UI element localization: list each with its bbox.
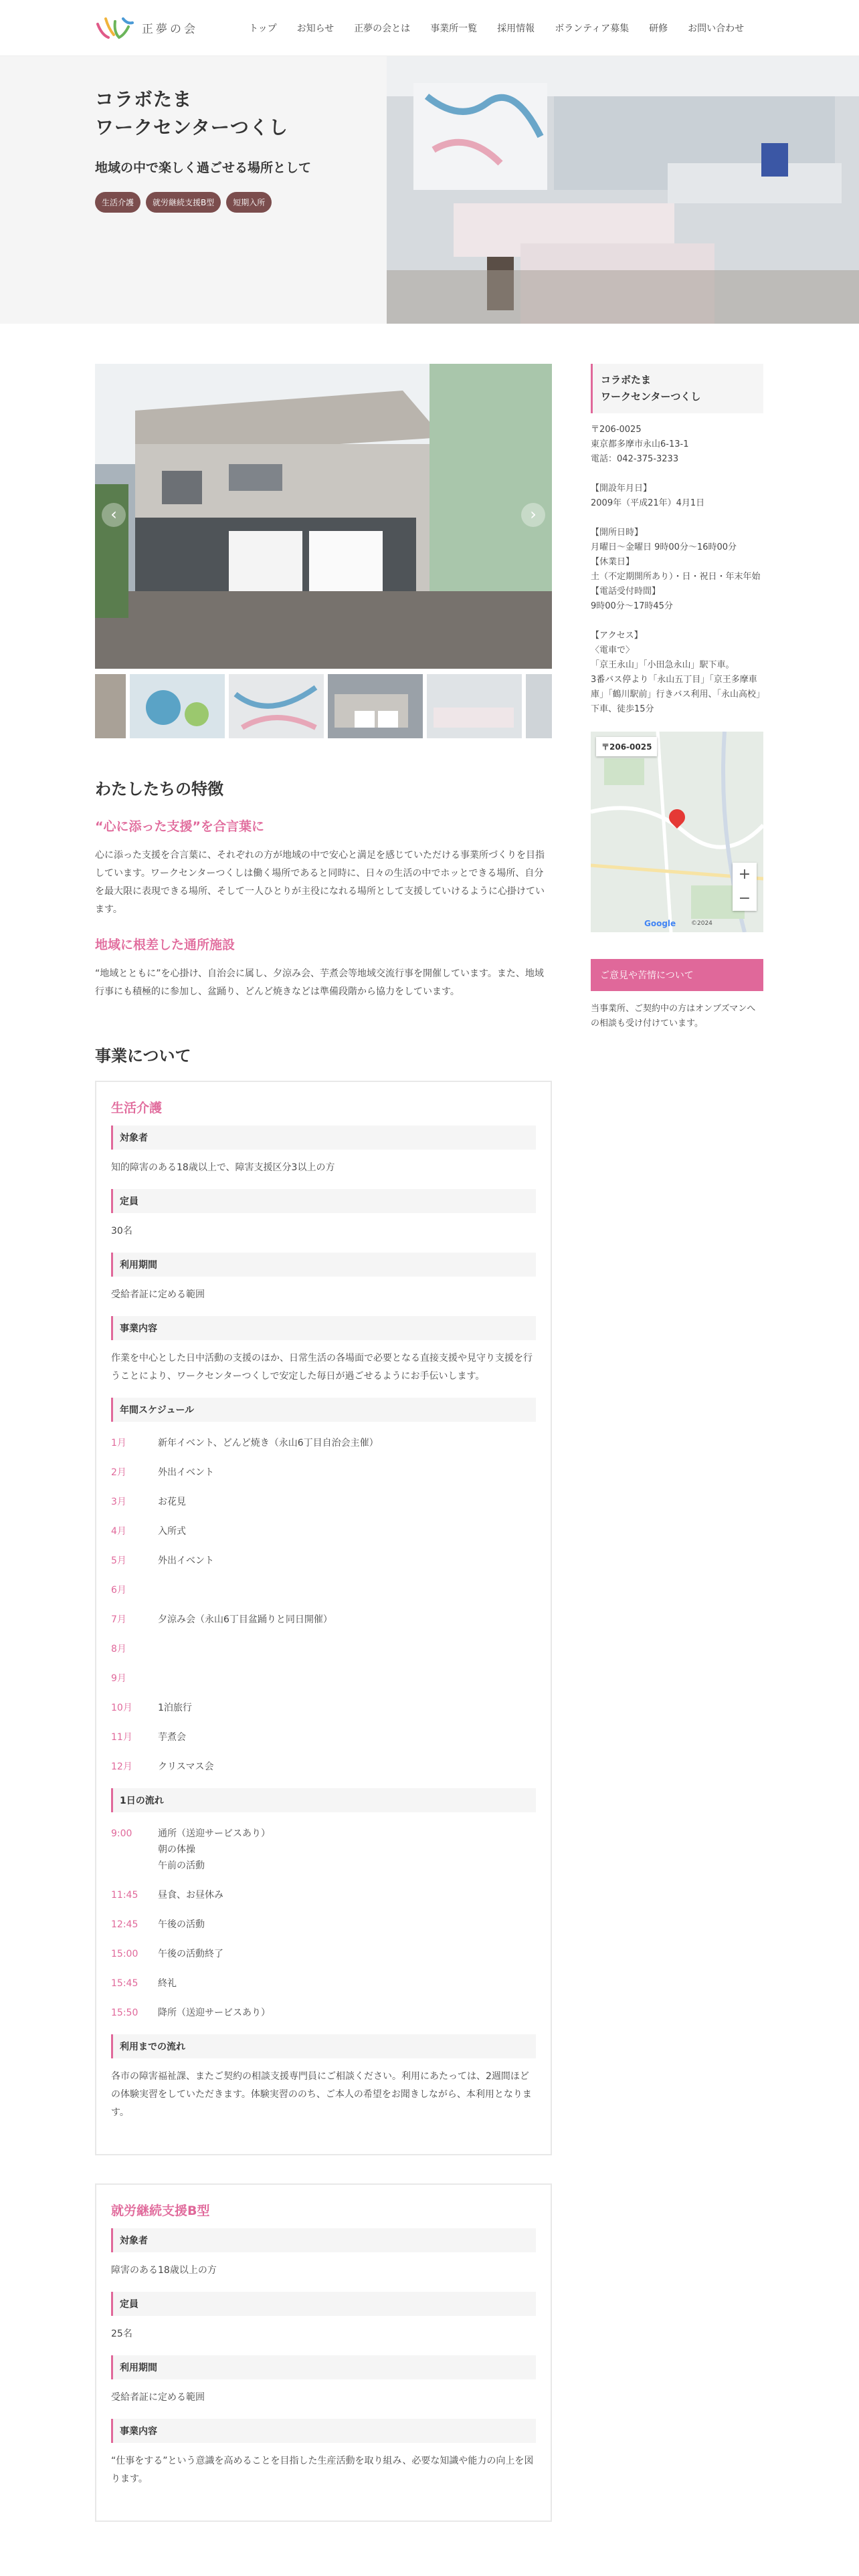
- time: 15:50: [111, 2008, 138, 2018]
- access-block: [591, 629, 763, 717]
- thumbnail[interactable]: [526, 674, 552, 738]
- daily-row: [111, 1910, 536, 1939]
- label-period: 利用期間: [111, 1253, 536, 1277]
- hero: [0, 56, 859, 324]
- thumbnail[interactable]: [328, 674, 423, 738]
- opened-block: [591, 481, 763, 511]
- nav-top[interactable]: トップ: [249, 23, 277, 34]
- map-zoom-controls: [733, 863, 757, 911]
- daily-row: [111, 1998, 536, 2028]
- map-label: 〒206-0025: [596, 737, 657, 756]
- time: 15:45: [111, 1978, 138, 1989]
- opinion-button[interactable]: ご意見や苦情について: [591, 959, 763, 991]
- value-period: 受給者証に定める範囲: [111, 2392, 205, 2403]
- label-target: 対象者: [111, 2228, 536, 2252]
- daily-row: [111, 1819, 536, 1881]
- month: 5月: [111, 1555, 126, 1566]
- schedule-row: [111, 1605, 536, 1634]
- event: 夕涼み会（永山6丁目盆踊りと同日開催）: [158, 1614, 332, 1625]
- value-target: 障害のある18歳以上の方: [111, 2265, 217, 2276]
- logo[interactable]: [94, 15, 221, 41]
- value-usage-flow: 各市の障害福祉課、またご契約の相談支援専門員にご相談ください。利用にあたっては、2週間ほどの体験実習をしていただきます。体験実習ののち、ご本人の希望をお聞きしながら、本利用となります。: [111, 2071, 532, 2118]
- nav-news[interactable]: お知らせ: [296, 23, 335, 34]
- phone[interactable]: 電話：042-375-3233: [591, 454, 679, 464]
- hours-block: [591, 526, 763, 614]
- value-content: 作業を中心とした日中活動の支援のほか、日常生活の各場面で必要となる直接支援や見守り支援を行うことにより、ワークセンターつくしで安定した毎日が過ごせるようにお手伝いします。: [111, 1353, 533, 1382]
- logo-text: 正夢の会: [142, 23, 198, 36]
- business-title: 事業について: [95, 1047, 191, 1065]
- value-capacity: 30名: [111, 1226, 132, 1237]
- business-box-seikatsu: [95, 1081, 552, 2155]
- daily-row: [111, 1969, 536, 1998]
- thumbnail[interactable]: [427, 674, 522, 738]
- activity: 午後の活動終了: [158, 1949, 223, 1959]
- schedule-row: [111, 1458, 536, 1487]
- hours-label: 【開所日時】: [591, 528, 644, 538]
- nav-volunteer[interactable]: ボランティア募集: [555, 23, 630, 34]
- nav-training[interactable]: 研修: [649, 23, 668, 34]
- month: 8月: [111, 1644, 126, 1654]
- hero-subtitle: 地域の中で楽しく過ごせる場所として: [95, 160, 312, 175]
- access-label: 【アクセス】: [591, 631, 643, 641]
- schedule-row: [111, 1752, 536, 1782]
- schedule-row: [111, 1723, 536, 1752]
- slider-thumbnails: [95, 674, 552, 738]
- service-tags: [95, 192, 387, 213]
- schedule-row: [111, 1487, 536, 1517]
- phone-hours-label: 【電話受付時間】: [591, 586, 661, 597]
- address-block: [591, 423, 763, 467]
- month: 2月: [111, 1467, 126, 1478]
- event: クリスマス会: [158, 1761, 214, 1772]
- month: 7月: [111, 1614, 126, 1625]
- business-box-shuro: [95, 2183, 552, 2522]
- label-capacity: 定員: [111, 2292, 536, 2316]
- daily-row: [111, 1881, 536, 1910]
- activity: 通所（送迎サービスあり） 朝の体操 午前の活動: [158, 1828, 270, 1871]
- closed-label: 【休業日】: [591, 557, 635, 567]
- activity: 降所（送迎サービスあり）: [158, 2008, 270, 2018]
- thumbnail[interactable]: [229, 674, 324, 738]
- schedule-row: [111, 1428, 536, 1458]
- activity: 午後の活動: [158, 1919, 205, 1930]
- label-target: 対象者: [111, 1125, 536, 1150]
- google-logo: Google: [644, 919, 676, 928]
- features-paragraph-2: “地域とともに”を心掛け、自治会に属し、夕涼み会、芋煮会等地域交流行事を開催しています。また、地域行事にも積極的に参加し、盆踊り、どんど焼きなどは準備段階から協力をしています。: [95, 968, 544, 997]
- tag-shuro: 就労継続支援B型: [146, 192, 221, 213]
- nav-recruit[interactable]: 採用情報: [497, 23, 535, 34]
- postal-code: 〒206-0025: [591, 425, 642, 435]
- month: 1月: [111, 1438, 126, 1448]
- main-nav: [249, 21, 744, 35]
- schedule-row: [111, 1664, 536, 1693]
- access-text: 〈電車で〉 「京王永山」「小田急永山」駅下車。 3番バス停より「永山五丁目」「京王多摩車庫」「鶴川駅前」行きバス利用、「永山高校」下車、徒歩15分: [591, 645, 761, 714]
- value-period: 受給者証に定める範囲: [111, 1289, 205, 1300]
- time: 15:00: [111, 1949, 138, 1959]
- address: 東京都多摩市永山6-13-1: [591, 439, 689, 449]
- schedule-row: [111, 1517, 536, 1546]
- label-content: 事業内容: [111, 1316, 536, 1340]
- month: 12月: [111, 1761, 132, 1772]
- event: 芋煮会: [158, 1732, 186, 1743]
- event: 外出イベント: [158, 1555, 214, 1566]
- main-area: [0, 364, 859, 2522]
- map[interactable]: [591, 732, 763, 932]
- month: 4月: [111, 1526, 126, 1537]
- tag-tanki: 短期入所: [226, 192, 272, 213]
- opened-label: 【開設年月日】: [591, 484, 652, 494]
- value-target: 知的障害のある18歳以上で、障害支援区分3以上の方: [111, 1162, 335, 1173]
- nav-offices[interactable]: 事業所一覧: [430, 23, 478, 34]
- logo-icon: [94, 15, 135, 41]
- schedule-row: [111, 1546, 536, 1576]
- features-heading-2: 地域に根差した通所施設: [95, 938, 235, 952]
- closed-days: 土（不定期開所あり）・日・祝日・年末年始: [591, 572, 761, 582]
- nav-contact[interactable]: お問い合わせ: [688, 23, 745, 34]
- event: お花見: [158, 1497, 186, 1507]
- zoom-in-button[interactable]: +: [738, 866, 751, 883]
- thumbnail[interactable]: [95, 674, 126, 738]
- features-heading-1: “心に添った支援”を合言葉に: [95, 819, 264, 834]
- thumbnail[interactable]: [130, 674, 225, 738]
- slider-next-button[interactable]: ›: [521, 503, 545, 527]
- photo-slider[interactable]: [95, 364, 552, 669]
- daily-row: [111, 1939, 536, 1969]
- opinion-text: 当事業所、ご契約中の方はオンブズマンへの相談も受け付けています。: [591, 1004, 756, 1029]
- value-capacity: 25名: [111, 2329, 132, 2339]
- schedule-row: [111, 1693, 536, 1723]
- event: 新年イベント、どんど焼き（永山6丁目自治会主催）: [158, 1438, 379, 1448]
- facility-info: [591, 423, 763, 717]
- activity: 昼食、お昼休み: [158, 1890, 223, 1901]
- features-paragraph-1: 心に添った支援を合言葉に、それぞれの方が地域の中で安心と満足を感じていただける事業所づくりを目指しています。ワークセンターつくしは働く場所であると同時に、日々の生活の中でホッとできる場所、自分を最大限に表現できる場所、そして一人ひとりが主役になれる場所として支援していけるように心掛けています。: [95, 850, 545, 915]
- features-title: わたしたちの特徴: [95, 780, 223, 798]
- main-content: [95, 364, 552, 2522]
- month: 9月: [111, 1673, 126, 1684]
- event: 外出イベント: [158, 1467, 214, 1478]
- schedule-row: [111, 1576, 536, 1605]
- time: 9:00: [111, 1828, 132, 1839]
- business-name: 就労継続支援B型: [111, 2204, 210, 2218]
- label-period: 利用期間: [111, 2355, 536, 2379]
- month: 10月: [111, 1703, 132, 1713]
- label-content: 事業内容: [111, 2419, 536, 2443]
- label-yearly-schedule: 年間スケジュール: [111, 1398, 536, 1422]
- label-capacity: 定員: [111, 1189, 536, 1213]
- yearly-schedule: [111, 1422, 536, 1788]
- sidebar-title: コラボたま ワークセンターつくし: [591, 364, 763, 413]
- activity: 終礼: [158, 1978, 177, 1989]
- hours: 月曜日〜金曜日 9時00分〜16時00分: [591, 542, 737, 552]
- daily-flow: [111, 1812, 536, 2034]
- month: 11月: [111, 1732, 132, 1743]
- hero-photo: [387, 56, 859, 324]
- value-content: “仕事をする”という意識を高めることを目指した生産活動を取り組み、必要な知識や能力の向上を図ります。: [111, 2456, 534, 2484]
- schedule-row: [111, 1634, 536, 1664]
- hero-text: [0, 56, 387, 324]
- phone-hours: 9時00分〜17時45分: [591, 601, 673, 611]
- page-title: コラボたま ワークセンターつくし: [95, 88, 288, 138]
- opened-date: 2009年（平成21年）4月1日: [591, 498, 705, 508]
- time: 11:45: [111, 1890, 138, 1901]
- zoom-out-button[interactable]: −: [738, 890, 751, 907]
- time: 12:45: [111, 1919, 138, 1930]
- month: 6月: [111, 1585, 126, 1596]
- site-header: [0, 0, 859, 56]
- sidebar: [591, 364, 763, 2522]
- event: 入所式: [158, 1526, 186, 1537]
- event: 1泊旅行: [158, 1703, 192, 1713]
- label-daily-flow: 1日の流れ: [111, 1788, 536, 1812]
- month: 3月: [111, 1497, 126, 1507]
- business-name: 生活介護: [111, 1101, 163, 1115]
- nav-about[interactable]: 正夢の会とは: [354, 23, 411, 34]
- tag-seikatsu: 生活介護: [95, 192, 140, 213]
- map-copyright: ©2024: [691, 920, 712, 927]
- label-usage-flow: 利用までの流れ: [111, 2034, 536, 2058]
- slider-prev-button[interactable]: ‹: [102, 503, 126, 527]
